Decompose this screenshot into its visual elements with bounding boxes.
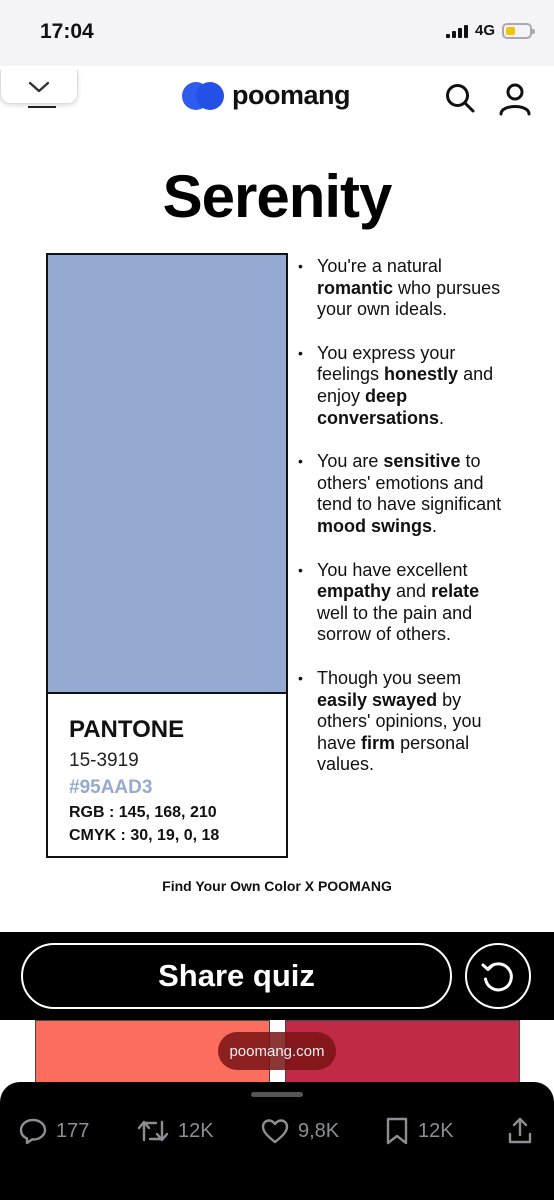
swatch-color-block [48, 255, 286, 694]
trait-item: • You express your feelings honestly and enjoy deep conversations. [296, 343, 514, 429]
trait-list [296, 256, 514, 798]
retry-icon [479, 957, 517, 995]
upload-icon [506, 1116, 534, 1146]
heart-icon [260, 1116, 290, 1146]
network-type: 4G [474, 22, 495, 39]
result-title: Serenity [162, 163, 392, 230]
tweet-action-bar [0, 1082, 554, 1200]
signal-icon [446, 24, 468, 38]
repost-icon [136, 1116, 170, 1146]
status-indicators [446, 22, 532, 39]
actions-row [0, 1116, 554, 1146]
share-action[interactable] [506, 1116, 534, 1146]
reply-icon [18, 1116, 48, 1146]
pantone-rgb: RGB : 145, 168, 210 [69, 804, 217, 821]
pantone-cmyk: CMYK : 30, 19, 0, 18 [69, 827, 220, 844]
site-header [0, 66, 554, 126]
reply-count: 177 [56, 1119, 90, 1142]
bookmark-action[interactable] [384, 1116, 454, 1146]
reply-action[interactable] [18, 1116, 89, 1146]
search-button[interactable] [444, 82, 476, 119]
like-action[interactable] [260, 1116, 339, 1146]
bookmark-icon [384, 1116, 410, 1146]
repost-action[interactable] [136, 1116, 214, 1146]
pantone-hex: #95AAD3 [69, 777, 153, 798]
like-count: 9,8K [298, 1119, 340, 1142]
swatch-info [48, 694, 286, 845]
pantone-code: 15-3919 [69, 750, 139, 771]
poomang-logo[interactable] [182, 80, 350, 111]
status-time: 17:04 [40, 20, 94, 43]
chevron-down-icon [28, 81, 50, 93]
battery-icon [502, 23, 532, 39]
bookmark-count: 12K [418, 1119, 454, 1142]
pantone-swatch-card [46, 253, 288, 858]
pantone-brand: PANTONE [69, 716, 185, 743]
retry-button[interactable] [465, 943, 531, 1009]
search-icon [444, 82, 476, 114]
trait-item: • You are sensitive to others' emotions and tend to have significant mood swings. [296, 451, 514, 537]
logo-mark-icon [182, 82, 224, 110]
domain-chip[interactable]: poomang.com [218, 1032, 336, 1070]
credit-text: Find Your Own Color X POOMANG [162, 878, 392, 894]
share-bar [0, 932, 554, 1020]
status-bar [0, 0, 554, 66]
menu-icon[interactable] [28, 106, 56, 108]
collapse-tab[interactable] [0, 70, 78, 104]
logo-text: poomang [232, 80, 350, 110]
trait-item: • Though you seem easily swayed by others' opinions, you have firm personal values. [296, 668, 514, 776]
profile-button[interactable] [498, 82, 532, 121]
repost-count: 12K [178, 1119, 214, 1142]
trait-item: • You're a natural romantic who pursues your own ideals. [296, 256, 514, 321]
share-quiz-button[interactable]: Share quiz [21, 943, 452, 1009]
user-icon [498, 82, 532, 116]
trait-item: • You have excellent empathy and relate well to the pain and sorrow of others. [296, 560, 514, 646]
sheet-grabber[interactable] [251, 1092, 303, 1097]
